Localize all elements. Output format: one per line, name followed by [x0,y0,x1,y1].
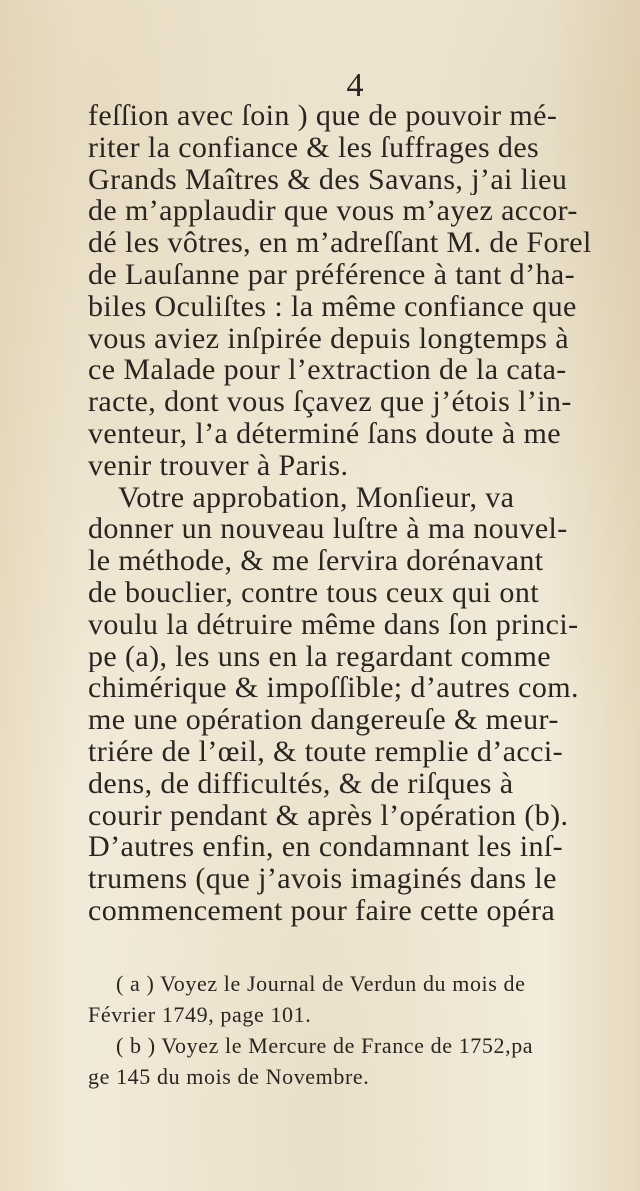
footnote-b-continued: ge 145 du mois de Novembre. [88,1064,370,1089]
footnote-a: ( a ) Voyez le Journal de Verdun du mois de [116,971,526,996]
text-line: riter la confiance & les ſuffrages des [88,131,540,164]
text-line: dé les vôtres, en m’adreſſant M. de Forel [88,227,592,259]
text-line: chimérique & impoſſible; d’autres com. [88,672,579,705]
paragraph-start-line: Votre approbation, Monſieur, va [118,481,515,514]
text-line: venteur, l’a déterminé ſans doute à me [88,417,561,450]
text-line: D’autres enfin, en condamnant les inſ- [88,831,564,864]
text-line: venir trouver à Paris. [88,449,349,482]
text-line: commencement pour faire cette opéra [88,894,556,927]
text-line: le méthode, & me ſervira dorénavant [88,545,544,577]
text-line: de m’applaudir que vous m’ayez accor- [88,195,578,228]
text-line: trumens (que j’avois imaginés dans le [88,863,557,895]
text-line: Grands Maîtres & des Savans, j’ai lieu [88,163,568,196]
footnotes [88,968,636,1092]
text-line: feſſion avec ſoin ) que de pouvoir mé- [88,100,558,132]
footnote-a-continued: Février 1749, page 101. [88,1002,312,1027]
text-line: pe (a), les uns en la regardant comme [88,640,551,673]
main-text [88,100,628,927]
text-line: de Lauſanne par préférence à tant d’ha- [88,258,575,291]
footnote-b: ( b ) Voyez le Mercure de France de 1752,pa [116,1033,534,1058]
text-line: me une opération dangereuſe & meur- [88,704,559,736]
text-line: triére de l’œil, & toute remplie d’acci- [88,735,563,768]
text-line: vous aviez inſpirée depuis longtemps à [88,322,569,355]
text-line: voulu la détruire même dans ſon princi- [88,608,579,641]
text-line: racte, dont vous ſçavez que j’étois l’in- [88,386,572,418]
text-line: dens, de difficultés, & de riſques à [88,767,514,800]
text-line: de bouclier, contre tous ceux qui ont [88,576,539,609]
text-line: courir pendant & après l’opération (b). [88,799,569,832]
text-line: biles Oculiſtes : la même confiance que [88,290,577,323]
text-line: donner un nouveau luſtre à ma nouvel- [88,513,568,546]
page-number: 4 [346,67,364,104]
text-line: ce Malade pour l’extraction de la cata- [88,354,567,387]
